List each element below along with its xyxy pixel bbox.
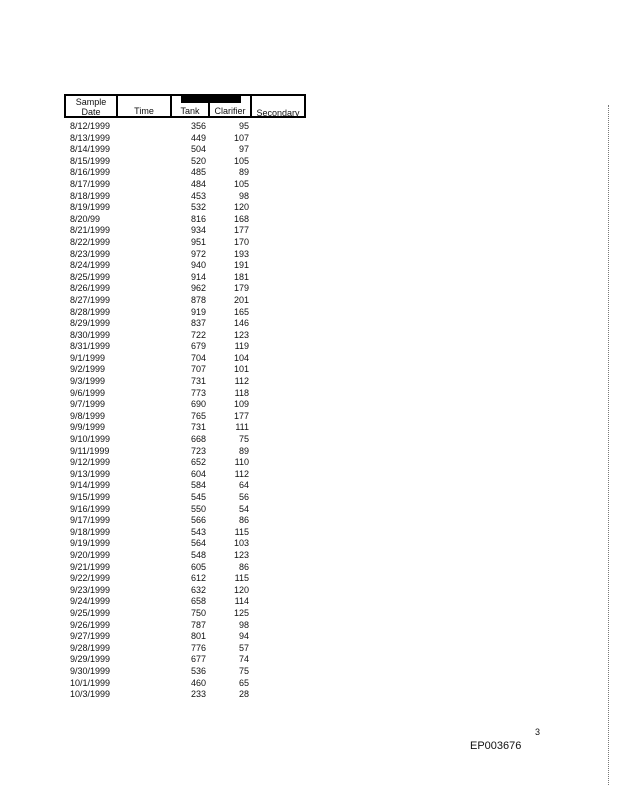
- sample-date-cell: 9/18/1999: [70, 526, 111, 537]
- clarifier-cell: 98: [238, 619, 249, 630]
- tank-cell: 951: [190, 236, 206, 247]
- table-row: [0, 191, 618, 203]
- clarifier-cell: 107: [233, 132, 249, 143]
- clarifier-cell: 109: [233, 399, 249, 410]
- page-number: 3: [535, 727, 541, 737]
- table-row: [0, 330, 618, 342]
- tank-cell: 962: [190, 283, 206, 294]
- clarifier-cell: 120: [233, 584, 249, 595]
- clarifier-cell: 89: [238, 445, 249, 456]
- tank-cell: 731: [190, 376, 206, 387]
- sample-date-cell: 8/14/1999: [70, 144, 111, 155]
- clarifier-cell: 115: [234, 573, 249, 584]
- sample-date-cell: 9/13/1999: [70, 468, 111, 479]
- table-row: [0, 307, 618, 319]
- sample-date-cell: 8/17/1999: [70, 178, 111, 189]
- tank-cell: 233: [190, 689, 206, 700]
- clarifier-cell: 118: [234, 387, 249, 398]
- header-date-label: Date: [81, 107, 101, 117]
- table-row: [0, 249, 618, 261]
- tank-cell: 707: [190, 364, 206, 375]
- tank-cell: 914: [190, 271, 206, 282]
- table-row: [0, 689, 618, 701]
- tank-cell: 484: [190, 178, 206, 189]
- clarifier-cell: 193: [233, 248, 249, 259]
- table-row: [0, 643, 618, 655]
- sample-date-cell: 10/1/1999: [70, 677, 111, 688]
- clarifier-cell: 65: [238, 677, 249, 688]
- tank-cell: 837: [190, 318, 206, 329]
- tank-cell: 584: [190, 480, 206, 491]
- sample-date-cell: 8/26/1999: [70, 283, 111, 294]
- clarifier-cell: 57: [238, 642, 249, 653]
- sample-date-cell: 9/3/1999: [70, 376, 106, 387]
- table-row: [0, 353, 618, 365]
- clarifier-cell: 97: [238, 144, 249, 155]
- tank-cell: 612: [190, 573, 206, 584]
- tank-cell: 356: [190, 121, 206, 131]
- sample-date-cell: 8/21/1999: [70, 225, 111, 236]
- sample-date-cell: 8/24/1999: [70, 260, 111, 271]
- sample-date-cell: 9/29/1999: [70, 654, 111, 665]
- clarifier-cell: 101: [233, 364, 249, 375]
- sample-date-cell: 8/30/1999: [70, 329, 111, 340]
- sample-date-cell: 9/6/1999: [70, 387, 106, 398]
- tank-cell: 934: [190, 225, 206, 236]
- table-row: [0, 167, 618, 179]
- tank-cell: 532: [190, 202, 206, 213]
- clarifier-cell: 110: [234, 457, 249, 468]
- tank-cell: 605: [190, 561, 206, 572]
- table-row: [0, 272, 618, 284]
- table-row: [0, 422, 618, 434]
- clarifier-cell: 146: [233, 318, 249, 329]
- sample-date-cell: 9/7/1999: [70, 399, 106, 410]
- table-row: [0, 237, 618, 249]
- tank-cell: 566: [190, 515, 206, 526]
- table-body: [0, 121, 618, 701]
- clarifier-cell: 105: [233, 155, 249, 166]
- sample-date-cell: 9/16/1999: [70, 503, 111, 514]
- tank-cell: 679: [190, 341, 206, 352]
- clarifier-cell: 56: [238, 492, 249, 502]
- sample-date-cell: 8/12/1999: [70, 121, 111, 131]
- table-row: [0, 434, 618, 446]
- clarifier-cell: 181: [233, 271, 249, 282]
- tank-cell: 765: [190, 410, 206, 421]
- tank-cell: 677: [190, 654, 206, 665]
- clarifier-cell: 165: [233, 306, 249, 317]
- tank-cell: 453: [190, 190, 206, 201]
- table-row: [0, 631, 618, 643]
- table-row: [0, 538, 618, 550]
- tank-cell: 773: [190, 387, 206, 398]
- table-row: [0, 446, 618, 458]
- sample-date-cell: 9/17/1999: [70, 515, 111, 526]
- tank-cell: 449: [190, 132, 206, 143]
- tank-cell: 722: [190, 329, 206, 340]
- header-time-label: Time: [134, 106, 154, 116]
- tank-cell: 545: [190, 492, 206, 502]
- header-secondary-label: Secondary: [256, 108, 300, 118]
- tank-cell: 668: [190, 434, 206, 445]
- sample-date-cell: 9/15/1999: [70, 492, 111, 502]
- clarifier-cell: 54: [238, 503, 249, 514]
- sample-date-cell: 9/25/1999: [70, 607, 111, 618]
- table-row: [0, 515, 618, 527]
- clarifier-cell: 86: [238, 561, 249, 572]
- tank-cell: 801: [190, 631, 206, 642]
- sample-date-cell: 8/29/1999: [70, 318, 111, 329]
- table-row: [0, 562, 618, 574]
- clarifier-cell: 98: [238, 190, 249, 201]
- table-row: [0, 225, 618, 237]
- clarifier-cell: 170: [233, 236, 249, 247]
- clarifier-cell: 114: [234, 596, 249, 607]
- table-row: [0, 295, 618, 307]
- table-row: [0, 469, 618, 481]
- tank-cell: 878: [190, 294, 206, 305]
- tank-cell: 652: [190, 457, 206, 468]
- clarifier-cell: 125: [233, 607, 249, 618]
- table-row: [0, 666, 618, 678]
- sample-date-cell: 9/22/1999: [70, 573, 111, 584]
- tank-cell: 536: [190, 665, 206, 676]
- sample-date-cell: 9/24/1999: [70, 596, 111, 607]
- clarifier-cell: 89: [238, 167, 249, 178]
- table-row: [0, 678, 618, 690]
- table-row: [0, 121, 618, 133]
- tank-cell: 564: [190, 538, 206, 549]
- table-row: [0, 608, 618, 620]
- clarifier-cell: 64: [238, 480, 249, 491]
- tank-cell: 460: [190, 677, 206, 688]
- sample-date-cell: 9/12/1999: [70, 457, 111, 468]
- sample-date-cell: 9/30/1999: [70, 665, 111, 676]
- sample-date-cell: 8/15/1999: [70, 155, 111, 166]
- sample-date-cell: 8/31/1999: [70, 341, 111, 352]
- tank-cell: 940: [190, 260, 206, 271]
- clarifier-cell: 119: [234, 341, 249, 352]
- header-sample-date: [64, 94, 118, 118]
- tank-cell: 723: [190, 445, 206, 456]
- sample-date-cell: 8/19/1999: [70, 202, 111, 213]
- clarifier-cell: 115: [234, 526, 249, 537]
- clarifier-cell: 94: [238, 631, 249, 642]
- table-row: [0, 156, 618, 168]
- table-row: [0, 202, 618, 214]
- header-secondary: [250, 94, 306, 118]
- sample-date-cell: 8/23/1999: [70, 248, 111, 259]
- table-row: [0, 480, 618, 492]
- table-row: [0, 457, 618, 469]
- sample-date-cell: 8/22/1999: [70, 236, 111, 247]
- clarifier-cell: 191: [233, 260, 249, 271]
- clarifier-cell: 179: [233, 283, 249, 294]
- sample-date-cell: 8/25/1999: [70, 271, 111, 282]
- sample-date-cell: 8/27/1999: [70, 294, 111, 305]
- table-row: [0, 388, 618, 400]
- tank-cell: 520: [190, 155, 206, 166]
- table-row: [0, 654, 618, 666]
- sample-date-cell: 9/8/1999: [70, 410, 106, 421]
- clarifier-cell: 28: [238, 689, 249, 700]
- clarifier-cell: 95: [238, 121, 249, 131]
- sample-date-cell: 9/2/1999: [70, 364, 106, 375]
- tank-cell: 658: [190, 596, 206, 607]
- clarifier-cell: 74: [238, 654, 249, 665]
- table-row: [0, 376, 618, 388]
- scan-margin-line: [608, 105, 610, 785]
- table-row: [0, 364, 618, 376]
- sample-date-cell: 9/28/1999: [70, 642, 111, 653]
- tank-cell: 550: [190, 503, 206, 514]
- sample-date-cell: 9/27/1999: [70, 631, 111, 642]
- tank-cell: 972: [190, 248, 206, 259]
- sample-date-cell: 9/26/1999: [70, 619, 111, 630]
- table-row: [0, 504, 618, 516]
- tank-cell: 604: [190, 468, 206, 479]
- table-row: [0, 620, 618, 632]
- table-row: [0, 283, 618, 295]
- table-row: [0, 214, 618, 226]
- sample-date-cell: 8/13/1999: [70, 132, 111, 143]
- tank-cell: 690: [190, 399, 206, 410]
- sample-date-cell: 8/20/99: [70, 213, 101, 224]
- clarifier-cell: 168: [233, 213, 249, 224]
- table-row: [0, 260, 618, 272]
- table-row: [0, 399, 618, 411]
- tank-cell: 632: [190, 584, 206, 595]
- table-row: [0, 133, 618, 145]
- clarifier-cell: 123: [233, 549, 249, 560]
- tank-cell: 776: [190, 642, 206, 653]
- clarifier-cell: 123: [233, 329, 249, 340]
- clarifier-cell: 103: [233, 538, 249, 549]
- sample-date-cell: 9/9/1999: [70, 422, 106, 433]
- table-row: [0, 550, 618, 562]
- document-id: EP003676: [470, 740, 522, 752]
- table-row: [0, 492, 618, 504]
- clarifier-cell: 177: [233, 410, 249, 421]
- clarifier-cell: 75: [238, 434, 249, 445]
- tank-cell: 548: [190, 549, 206, 560]
- sample-date-cell: 9/19/1999: [70, 538, 111, 549]
- tank-cell: 504: [190, 144, 206, 155]
- sample-date-cell: 9/1/1999: [70, 352, 106, 363]
- sample-date-cell: 10/3/1999: [70, 689, 111, 700]
- table-row: [0, 318, 618, 330]
- tank-cell: 816: [190, 213, 206, 224]
- header-clarifier-label: Clarifier: [214, 106, 246, 116]
- table-row: [0, 411, 618, 423]
- clarifier-cell: 201: [233, 294, 249, 305]
- table-row: [0, 341, 618, 353]
- table-row: [0, 527, 618, 539]
- tank-cell: 731: [190, 422, 206, 433]
- tank-cell: 485: [190, 167, 206, 178]
- clarifier-cell: 75: [238, 665, 249, 676]
- tank-cell: 919: [190, 306, 206, 317]
- sample-date-cell: 8/18/1999: [70, 190, 111, 201]
- sample-date-cell: 9/20/1999: [70, 549, 111, 560]
- clarifier-cell: 86: [238, 515, 249, 526]
- clarifier-cell: 105: [233, 178, 249, 189]
- tank-cell: 787: [190, 619, 206, 630]
- header-tank-label: Tank: [180, 106, 200, 116]
- header-sample-label: Sample: [75, 97, 107, 107]
- sample-date-cell: 9/11/1999: [70, 445, 110, 456]
- clarifier-cell: 112: [234, 468, 249, 479]
- redaction-bar: [181, 94, 241, 103]
- table-row: [0, 573, 618, 585]
- tank-cell: 543: [190, 526, 206, 537]
- table-row: [0, 585, 618, 597]
- sample-date-cell: 9/10/1999: [70, 434, 111, 445]
- sample-date-cell: 8/16/1999: [70, 167, 111, 178]
- table-row: [0, 596, 618, 608]
- sample-date-cell: 8/28/1999: [70, 306, 111, 317]
- clarifier-cell: 111: [235, 422, 249, 433]
- sample-date-cell: 9/21/1999: [70, 561, 111, 572]
- header-time: [116, 94, 172, 118]
- table-row: [0, 179, 618, 191]
- table-row: [0, 144, 618, 156]
- tank-cell: 704: [190, 352, 206, 363]
- clarifier-cell: 120: [233, 202, 249, 213]
- clarifier-cell: 104: [233, 352, 249, 363]
- sample-date-cell: 9/14/1999: [70, 480, 111, 491]
- sample-date-cell: 9/23/1999: [70, 584, 111, 595]
- clarifier-cell: 112: [234, 376, 249, 387]
- tank-cell: 750: [190, 607, 206, 618]
- clarifier-cell: 177: [233, 225, 249, 236]
